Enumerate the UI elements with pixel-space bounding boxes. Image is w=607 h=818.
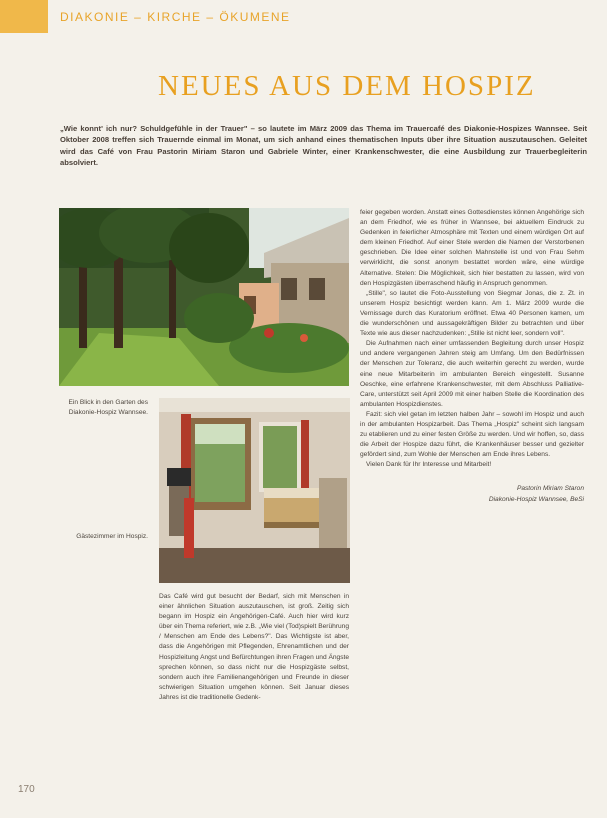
author-affiliation: Diakonie-Hospiz Wannsee, BeSi: [488, 495, 584, 503]
garden-photo: [59, 208, 349, 386]
corner-accent-block: [0, 0, 48, 33]
article-title: NEUES AUS DEM HOSPIZ: [158, 70, 536, 102]
body-paragraph: Die Aufnahmen nach einer umfassenden Begleitung durch unser Hospiz und andere vergangenen Jahren steig am Umfang. Um den Bedürfnissen der Menschen zur Toleranz, die auch weiterhin gerecht zu werden, wurde eine neue Mitarbeiterin im ambulanten Bereich eingestellt. Susanne Oeschke, eine erfahrene Krankenschwester, mit dem Abschluss Palliative-Care, unterstützt seit April 2009 mit einer halben Stelle die Koordination des ambulanten Hospizdienstes.: [360, 340, 584, 408]
section-label: DIAKONIE – KIRCHE – ÖKUMENE: [60, 10, 291, 24]
garden-photo-image: [59, 208, 349, 386]
article-lead: „Wie konnt' ich nur? Schuldgefühle in der Trauer" – so lautete im März 2009 das Thema im Trauercafé des Diakonie-Hospizes Wannsee. Seit Oktober 2008 treffen sich Trauernde einmal im Monat, um sich anhand eines thematischen Inputs über ihre Situation auszutauschen. Geleitet wird das Café von Frau Pastorin Miriam Staron und Gabriele Winter, einer Krankenschwester, die eine Ausbildung zur Trauerbegleiterin absolviert.: [60, 124, 587, 168]
body-paragraph: Das Café wird gut besucht der Bedarf, sich mit Menschen in einer ähnlichen Situation auszutauschen, ist groß. Zeitig sich begann im Hospiz ein Angehörigen-Café. Auch hier wird kurz über ein Thema referiert, wie z.B. „Wie viel (Tod)spielt Berührung / Menschen am Ende des Lebens?". Das Wichtigste ist aber, dass die Angehörigen mit Pflegenden, Ehrenamtlichen und der Hospizleitung Angst und Befürchtungen ihren Fragen und Ängste sprechen können, so dass nicht nur die Hospizgäste selbst, sondern auch ihre Familienangehörigen und Freunde in dieser schwierigen Situation umgehen können. Seit Januar dieses Jahres ist die traditionelle Gedenk-: [159, 593, 349, 701]
body-paragraph: feier gegeben worden. Anstatt eines Gottesdienstes können Angehörige sich an dem Friedhof, wie es früher in Wannsee, bei aktuellem Eindruck zu Gedenken in feierlicher Atmosphäre mit Texten und einem würdigen Ort auf dem kleinen Friedhof. Auf einer Stele werden die Namen der Verstorbenen geschrieben. Die Idee einer solchen Mahnstelle ist und von Frau Sehm verwirklicht, die sonst anonym bestattet worden wäre, eine würdige Alternative. Stelen: Die Möglichkeit, sich hier bestatten zu lassen, wird von den Hospizgästen überraschend häufig in Anspruch genommen.: [360, 209, 584, 287]
body-paragraph: Vielen Dank für Ihr Interesse und Mitarbeit!: [366, 461, 492, 469]
guest-room-photo-image: [159, 398, 350, 583]
article-body-left-column: [159, 592, 349, 703]
article-body-right-column: [360, 208, 584, 505]
body-paragraph: Fazit: sich viel getan im letzten halben Jahr – sowohl im Hospiz und auch in der ambulanten Hospizarbeit. Das Thema „Hospiz" scheint sich langsam zu etablieren und zu einer festen Größe zu werden. Und wir hoffen, so, dass die Arbeit der Hospize dazu führt, die Krankenhäuser besser und gezielter gefördert sind, zum Wohle der Menschen am Ende ihres Lebens.: [360, 410, 584, 459]
guest-room-photo-caption: Gästezimmer im Hospiz.: [76, 533, 148, 540]
author-signature: [360, 484, 584, 504]
page-number: 170: [18, 784, 35, 795]
author-name: Pastorin Miriam Staron: [516, 485, 584, 493]
body-paragraph: „Stille", so lautet die Foto-Ausstellung von Siegmar Jonas, die z. Zt. in unserem Hospiz besichtigt werden kann. Am 1. März 2009 wurde die Vernissage durch das Kuratorium eröffnet. Etwa 40 Personen kamen, um die wunderschönen und aussagekräftigen Bilder zu betrachten und über Texte wie aus dieser nachzudenken: „Stille ist nicht leer, sondern voll".: [360, 289, 584, 338]
guest-room-photo: [159, 398, 350, 583]
garden-photo-caption: Ein Blick in den Garten des Diakonie-Hospiz Wannsee.: [68, 399, 148, 416]
